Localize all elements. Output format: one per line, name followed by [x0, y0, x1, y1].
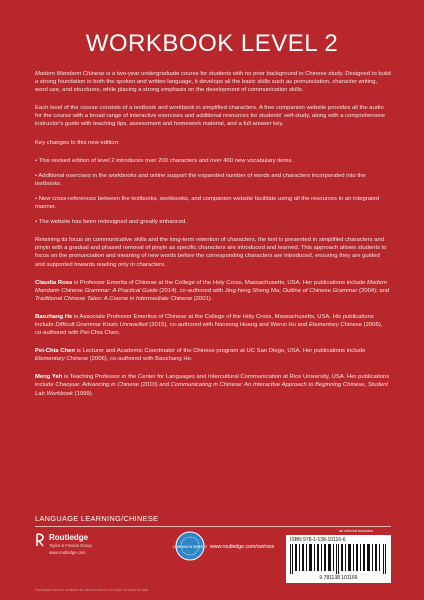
informa-tag: an informa business	[339, 529, 373, 533]
author-name: Baozhang He	[35, 313, 73, 320]
changes-list	[35, 157, 391, 227]
publisher-logo	[35, 533, 130, 563]
subject-category: LANGUAGE LEARNING/CHINESE	[35, 514, 159, 523]
changes-heading: Key changes to this new edition:	[35, 139, 120, 146]
change-item: • This revised edition of level 2 introduces over 200 characters and over 400 new vocabulary items.	[35, 157, 294, 164]
barcode-number: 9 781138 101166	[319, 575, 358, 581]
bio-text: (2010) and	[138, 382, 171, 389]
bio-text: is Lecturer and Academic Coordinator of the Chinese program at UC San Diego, USA. Her publications include	[74, 348, 366, 355]
bio-text: (2006), co-authored with Baozhang He.	[88, 356, 193, 363]
companion-website-badge-icon	[172, 531, 208, 561]
divider	[35, 526, 391, 527]
author-bio-yeh	[35, 373, 391, 397]
course-structure-paragraph: Each level of the course consists of a textbook and workbook in simplified characters. A free companion website provides all the audio for the course with a broad range of interactive exercises and additional resources for students' self-study, along with a comprehensive instructor's guide with teaching tips, assessment and homework material, and a full answer key.	[35, 105, 386, 128]
author-name: Pei-Chia Chen	[35, 348, 75, 355]
bio-text: (2004); and	[357, 287, 390, 294]
approach-paragraph: Retaining its focus on communicative skills and the long-term retention of characters, the text is presented in simplified characters and pinyin with a gradual and phased removal of pinyin as specific characters are introduced and learned. This approach allows students to focus on the pronunciation and meaning of new words before the corresponding characters are introduced, ensuring they are guided and supported towards reading only in characters.	[35, 237, 387, 268]
isbn: ISBN 978-1-138-10116-6	[290, 537, 346, 543]
barcode	[286, 535, 391, 583]
course-title: Modern Mandarin Chinese	[35, 71, 105, 77]
author-bio-ross	[35, 279, 391, 303]
companion-url: www.routledge.com/cw/ross	[210, 544, 275, 550]
bio-text: (2014), co-authored with Jing-heng Sheng Ma;	[157, 287, 283, 294]
barcode-icon	[289, 544, 388, 574]
bio-text: (2015), co-authored with Nansong Huang and Wenzi Hu and	[147, 321, 309, 328]
ebook-footnote: Routledge titles are available as eBook editions in a range of digital formats	[35, 588, 149, 592]
change-item: • New cross-references between the textbooks, workbooks, and companion website facilitate using all the resources in an integrated manner.	[35, 195, 380, 211]
publisher-group: Taylor & Francis Group	[49, 543, 92, 548]
author-name: Claudia Ross	[35, 279, 73, 286]
book-title-ref: Difficult Grammar Knots Unravelled	[55, 321, 148, 328]
companion-badge-label: COMPANION WEBSITE	[172, 545, 208, 549]
bio-text: is Professor Emerita of Chinese at the College of the Holy Cross, Massachusetts, USA. Her publications include	[72, 279, 367, 286]
book-title-ref: Elementary Chinese	[35, 356, 89, 363]
author-bio-chen	[35, 347, 391, 363]
book-title-ref: Traditional Chinese Tales: A Course in Intermediate Chinese	[35, 295, 193, 302]
book-title: WORKBOOK LEVEL 2	[85, 30, 339, 57]
bio-text: (2006), co-authored with Pei-Chia Chen.	[35, 321, 383, 337]
intro-text: is a two-year undergraduate course for students with no prior background in Chinese study. Designed to build a strong foundation in both the spoken and written language, it develops all the basic skills such as pronunciation, character writing, word use, and structures, while placing a strong emphasis on the development of communication skills.	[35, 71, 391, 94]
bio-text: is Associate Professor Emeritus of Chinese at the College of the Holy Cross, Massachusetts, USA. His publications include	[35, 313, 374, 328]
intro-paragraph	[35, 70, 391, 94]
publisher-name: Routledge	[49, 533, 89, 542]
book-title-ref: Outline of Chinese Grammar	[282, 287, 358, 294]
publisher-url: www.routledge.com	[49, 550, 86, 555]
change-item: • The website has been redesigned and greatly enhanced.	[35, 219, 187, 226]
author-name: Meng Yeh	[35, 374, 63, 381]
back-cover-text	[35, 70, 391, 408]
book-title-ref: Communicating in Chinese: An Interactive Approach to Beginning Chinese, Student Lab Workbook	[35, 382, 389, 397]
bio-text: (1999).	[72, 390, 94, 397]
bio-text: is Teaching Professor in the Center for Languages and Intercultural Communication at Rice University, USA. Her publications include	[35, 374, 390, 389]
author-bio-he	[35, 313, 391, 337]
book-title-ref: Chaoyue: Advancing in Chinese	[55, 382, 139, 389]
routledge-logo-icon	[35, 533, 45, 547]
book-title-ref: Modern Mandarin Chinese Grammar: A Practical Guide	[35, 279, 387, 294]
book-title-ref: Elementary Chinese	[308, 321, 363, 328]
bio-text: (2001).	[192, 295, 213, 302]
change-item: • Additional exercises in the workbooks and online support the expanded number of words and characters incorporated into the textbooks.	[35, 172, 366, 187]
